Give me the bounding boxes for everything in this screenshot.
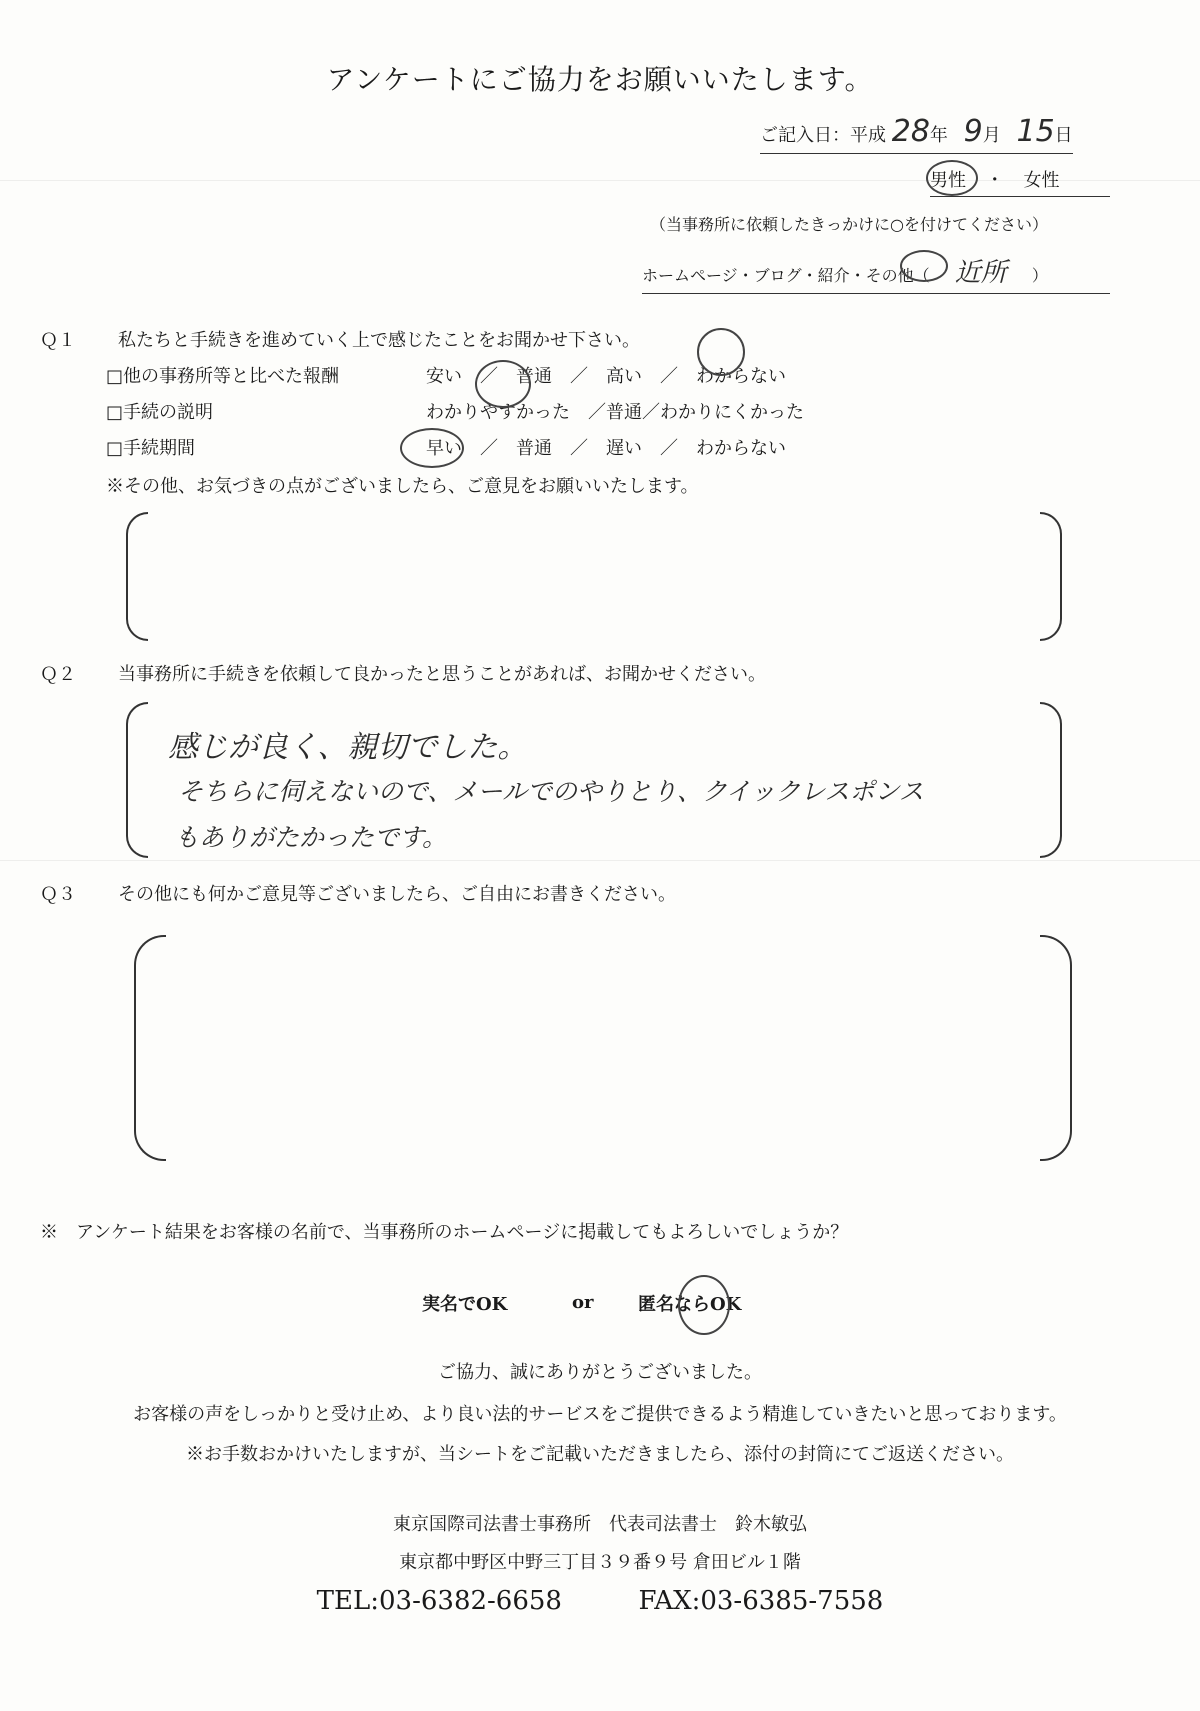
q2-question: 当事務所に手続きを依頼して良かったと思うことがあれば、お聞かせください。 (118, 664, 766, 685)
gender-female[interactable]: 女性 (1023, 170, 1060, 191)
q2-answer-line: もありがたかったです。 (174, 823, 448, 852)
publish-question: ※ アンケート結果をお客様の名前で、当事務所のホームページに掲載してもよろしいでしょうか？ (40, 1222, 849, 1243)
survey-title: アンケートにご協力をお願いいたします。 (326, 63, 874, 96)
date-day[interactable]: 15 (1016, 114, 1055, 149)
q1-item-options[interactable]: わかりやすかった ／普通／わかりにくかった (426, 402, 804, 423)
q1-item-explanation (106, 398, 804, 424)
gender-male[interactable]: 男性 (930, 170, 966, 191)
closing-message: お客様の声をしっかりと受け止め、より良い法的サービスをご提供できるよう精進していきたいと思っております。 (133, 1404, 1067, 1425)
q2-answer-box-left (126, 702, 148, 858)
q1-item-label: □他の事務所等と比べた報酬 (106, 366, 340, 387)
trigger-other-value[interactable]: 近所 (954, 258, 1007, 288)
date-month-unit: 月 (982, 125, 1001, 146)
q1-question: 私たちと手続きを進めていく上で感じたことをお聞かせ下さい。 (118, 330, 640, 351)
q1-fee-circle-mark (697, 328, 745, 376)
date-era-year[interactable]: 28 (891, 114, 930, 149)
q2-label: Ｑ２ (40, 664, 76, 685)
closing-thanks: ご協力、誠にありがとうございました。 (438, 1362, 762, 1383)
publish-option-real[interactable]: 実名でOK (422, 1294, 508, 1315)
q1-item-label: □手続の説明 (106, 402, 214, 423)
publish-anon-circle-mark (678, 1275, 730, 1335)
trigger-close: ） (1031, 266, 1048, 285)
gender-male-circle-mark (926, 160, 978, 196)
office-fax: FAX:03-6385-7558 (638, 1586, 884, 1616)
publish-option-anon[interactable]: 匿名ならOK (638, 1294, 742, 1315)
q3-question: その他にも何かご意見等ございましたら、ご自由にお書きください。 (118, 884, 676, 905)
q3-comment-box-right (1040, 935, 1072, 1161)
q2-answer-line: そちらに伺えないので、メールでのやりとり、クイックレスポンス (178, 777, 924, 806)
date-label: ご記入日：平成 (760, 125, 886, 146)
trigger-line (642, 252, 1110, 294)
trigger-instruction: （当事務所に依頼したきっかけに○を付けてください） (650, 215, 1048, 234)
q1-comment-box-left (126, 512, 148, 641)
trigger-options[interactable]: ホームページ・ブログ・紹介・その他（ (642, 266, 930, 285)
q3-header (40, 880, 676, 906)
date-day-unit: 日 (1054, 125, 1073, 146)
trigger-other-circle-mark (900, 250, 948, 282)
office-contact (0, 1586, 1200, 1616)
q1-item-options[interactable]: 早い ／ 普通 ／ 遅い ／ わからない (426, 438, 786, 459)
q1-item-label: □手続期間 (106, 438, 196, 459)
office-name: 東京国際司法書士事務所 代表司法書士 鈴木敏弘 (393, 1514, 807, 1535)
closing-return-note: ※お手数おかけいたしますが、当シートをご記載いただきましたら、添付の封筒にてご返送ください。 (186, 1444, 1014, 1465)
q1-item-fee (106, 362, 786, 388)
publish-or: or (572, 1292, 594, 1313)
paper-fold (0, 860, 1200, 861)
q2-header (40, 660, 766, 686)
date-line (760, 114, 1073, 154)
q1-comment-box-right (1040, 512, 1062, 641)
q1-label: Ｑ１ (40, 330, 76, 351)
date-month[interactable]: 9 (963, 114, 983, 149)
office-address: 東京都中野区中野三丁目３９番９号 倉田ビル１階 (399, 1552, 801, 1573)
q1-header (40, 326, 640, 352)
q3-comment-box-left (134, 935, 166, 1161)
q2-answer-line: 感じが良く、親切でした。 (168, 730, 528, 765)
q1-explanation-circle-mark (475, 360, 531, 408)
q1-item-options[interactable]: 安い ／ 普通 ／ 高い ／ わからない (426, 366, 786, 387)
q3-label: Ｑ３ (40, 884, 76, 905)
q1-note: ※その他、お気づきの点がございましたら、ご意見をお願いいたします。 (106, 476, 699, 497)
office-tel: TEL:03-6382-6658 (316, 1586, 562, 1616)
gender-separator: ・ (985, 170, 1004, 191)
date-year-unit: 年 (929, 125, 948, 146)
q2-answer-box-right (1040, 702, 1062, 858)
q1-duration-circle-mark (400, 428, 464, 468)
